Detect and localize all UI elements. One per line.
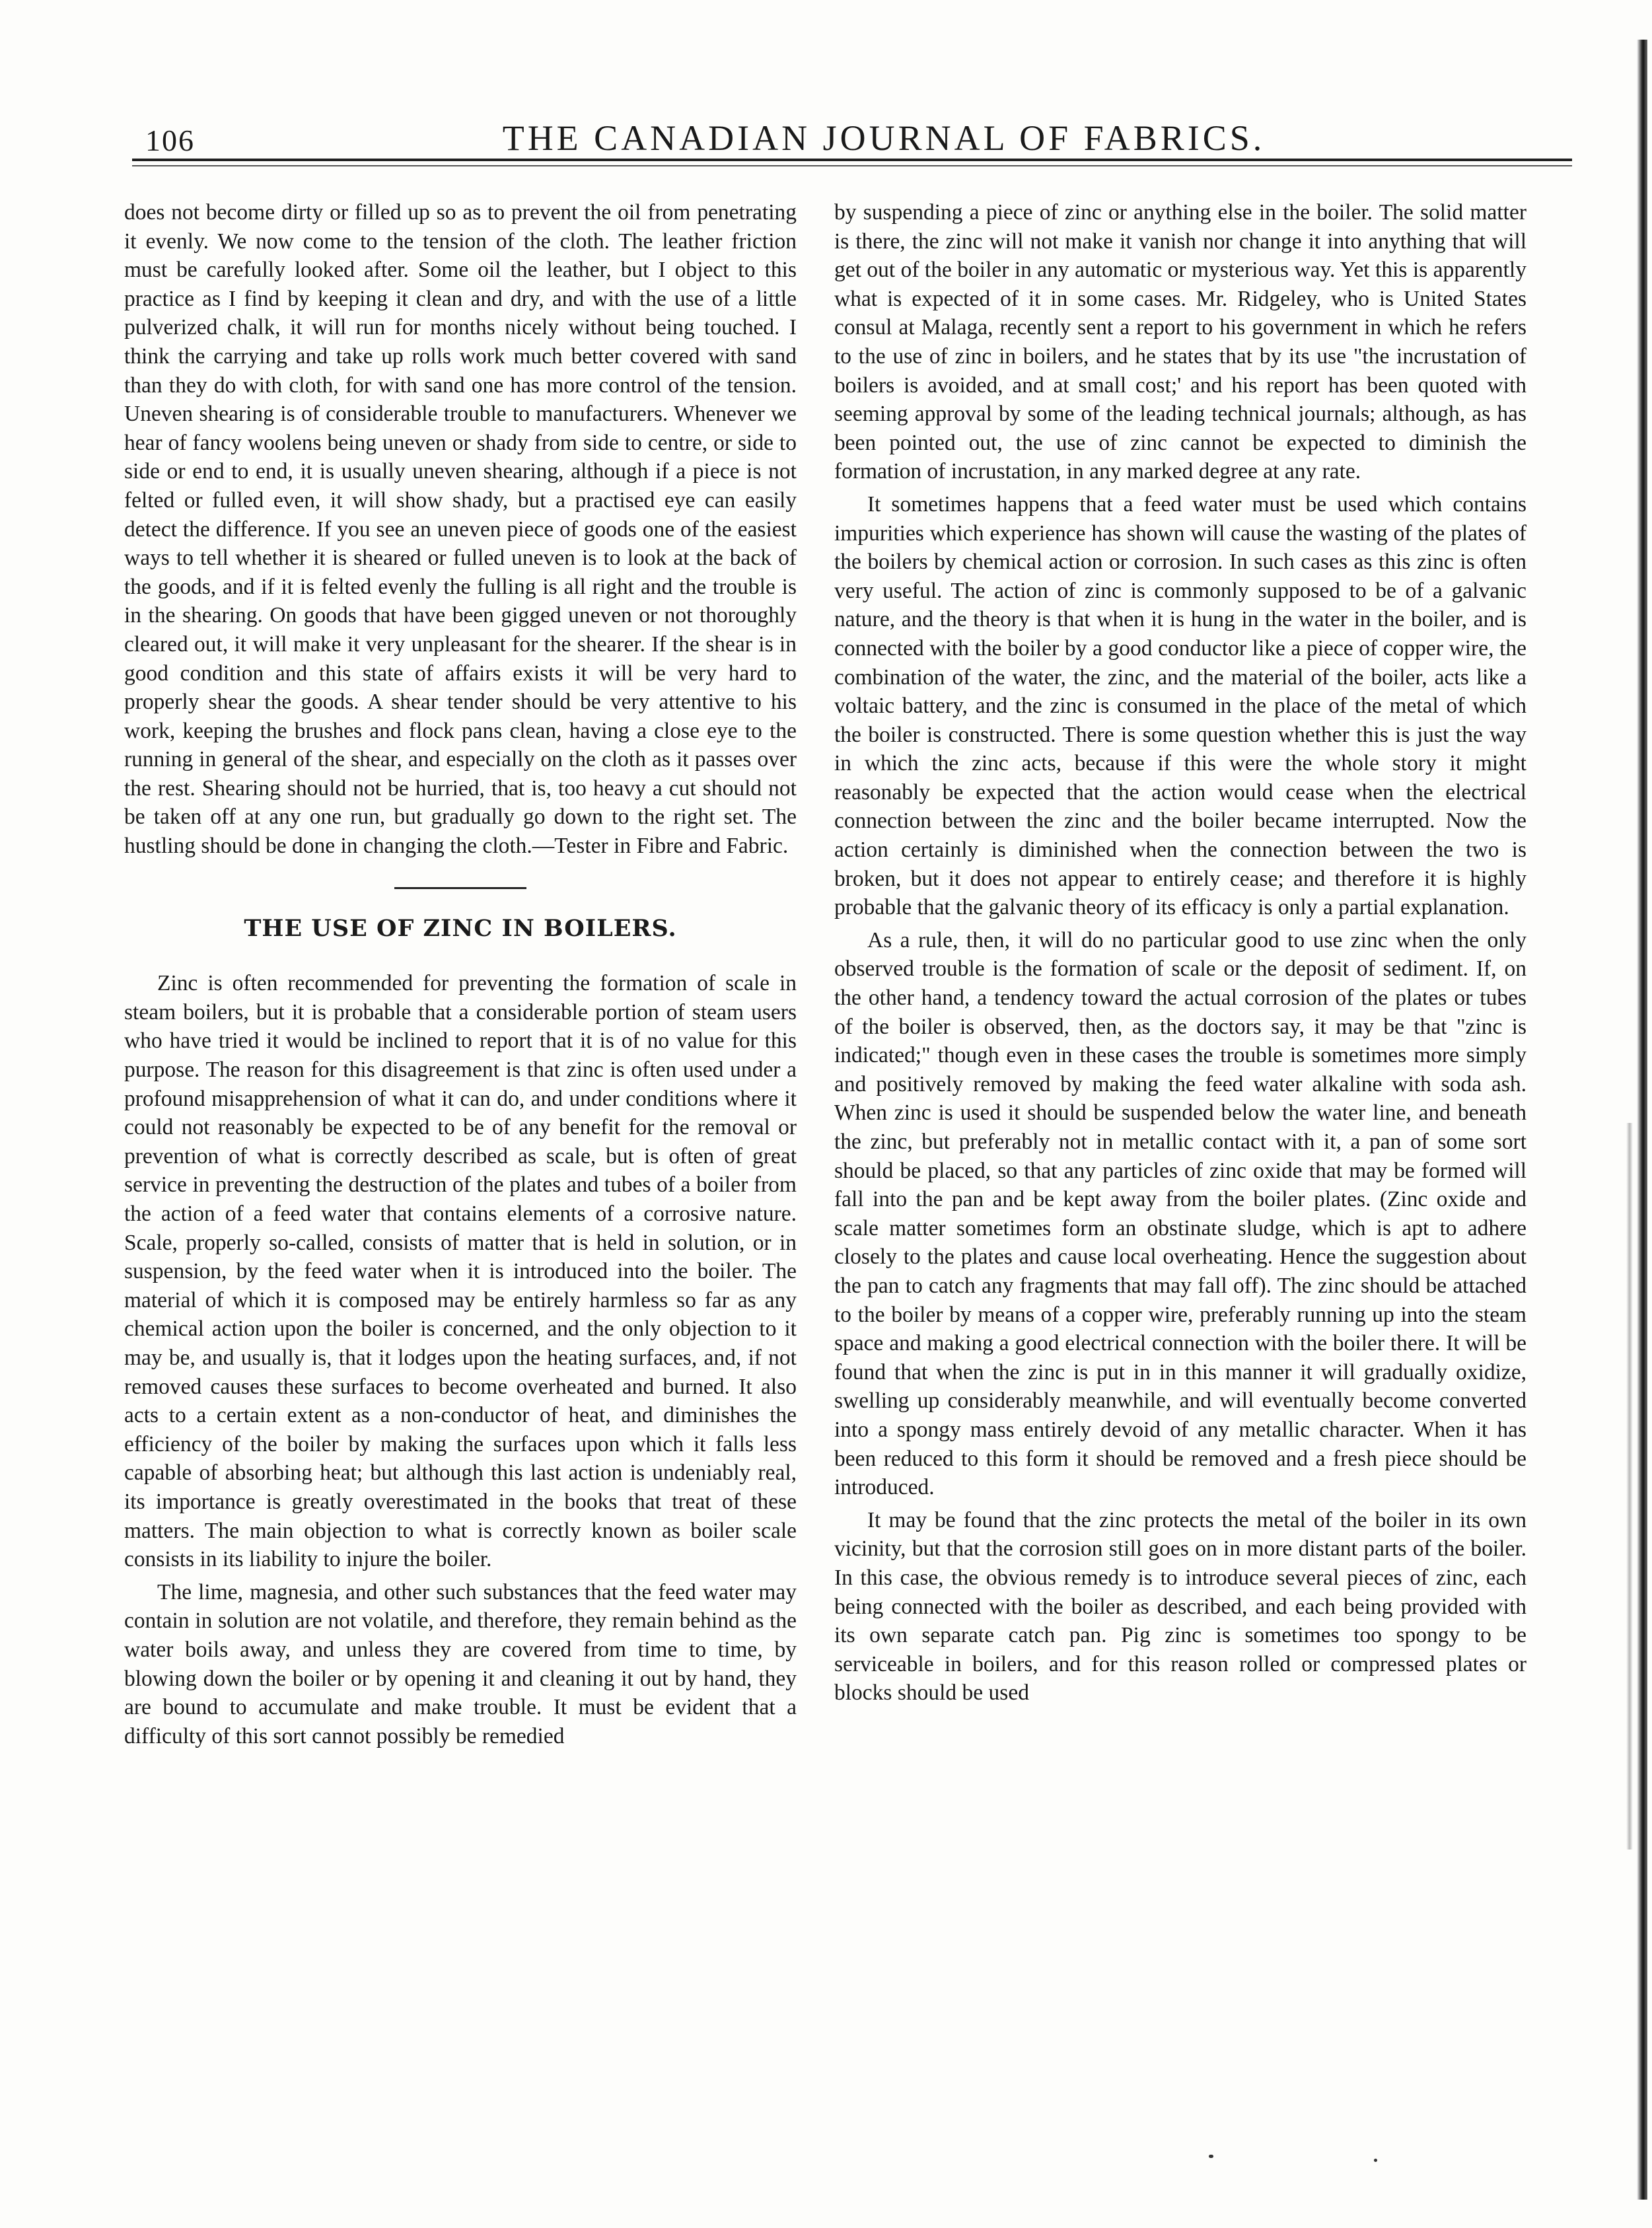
page-number: 106 [145, 124, 195, 157]
header-rule-secondary [132, 165, 1572, 166]
journal-title: THE CANADIAN JOURNAL OF FABRICS. [502, 118, 1266, 158]
binding-edge-shadow [1637, 40, 1647, 2200]
binding-edge-fade [1626, 1123, 1633, 1850]
left-column [124, 198, 797, 1754]
article-paragraph: It sometimes happens that a feed water must be used which contains impurities which experience has shown will cause the wasting of the plates of the boilers by chemical action or corrosion. In such cases as this zinc is often very useful. The action of zinc is commonly supposed to be of a galvanic nature, and the theory is that when it is hung in the water in the boiler, and is connected with the boiler by a good conductor like a piece of copper wire, the combination of the water, the zinc, and the material of the boiler, acts like a voltaic battery, and the zinc is consumed in the place of the metal of which the boiler is constructed. There is some question whether this is just the way in which the zinc acts, because if this were the whole story it might reasonably be expected that the action would cease when the electrical connection between the zinc and the boiler became interrupted. Now the action certainly is diminished when the connection between the two is broken, but it does not appear to entirely cease; and therefore it is highly probable that the galvanic theory of its efficacy is only a partial explanation. [834, 491, 1526, 920]
article-paragraph: by suspending a piece of zinc or anything else in the boiler. The solid matter is there, the zinc will not make it vanish nor change it into anything that will get out of the boiler in any automatic or mysterious way. Yet this is apparently what is expected of it in some cases. Mr. Ridgeley, who is United States consul at Malaga, recently sent a report to his government in which he refers to the use of zinc in boilers, and he states that by its use "the incrustation of boilers is avoided, and at small cost;' and his report has been quoted with seeming approval by some of the leading technical journals; although, as has been pointed out, the use of zinc cannot be expected to diminish the formation of incrustation, in any marked degree at any rate. [834, 200, 1526, 484]
article-paragraph: Zinc is often recommended for preventing the formation of scale in steam boilers, but it is probable that a considerable portion of steam users who have tried it would be inclined to report that it is of no value for this purpose. The reason for this disagreement is that zinc is often used under a profound misapprehension of what it can do, and under conditions where it could not reasonably be expected to be of any benefit for the removal or prevention of what is correctly described as scale, but is often of great service in preventing the destruction of the plates and tubes of a boiler from the action of a feed water that contains elements of a corrosive nature. Scale, properly so-called, consists of matter that is held in solution, or in suspension, by the feed water when it is introduced into the boiler. The material of which it is composed may be entirely harmless so far as any chemical action upon the boiler is concerned, and the only objection to it may be, and usually is, that it lodges upon the heating surfaces, and, if not removed causes these surfaces to become overheated and burned. It also acts to a certain extent as a non-conductor of heat, and diminishes the efficiency of the boiler by making the surfaces upon which it falls less capable of absorbing heat; but although this last action is undeniably real, its importance is greatly overestimated in the books that treat of these matters. The main objection to what is correctly known as boiler scale consists in its liability to injure the boiler. [124, 971, 797, 1572]
section-heading: THE USE OF ZINC IN BOILERS. [244, 914, 677, 942]
article-paragraph: The lime, magnesia, and other such substances that the feed water may contain in solution are not volatile, and therefore, they remain behind as the water boils away, and unless they are covered from time to time, by blowing down the boiler or by opening it and cleaning it out by hand, they are bound to accumulate and make trouble. It must be evident that a difficulty of this sort cannot possibly be remedied [124, 1579, 797, 1748]
section-divider [394, 887, 526, 889]
right-column [834, 198, 1526, 1711]
article-paragraph: It may be found that the zinc protects the metal of the boiler in its own vicinity, but that the corrosion still goes on in more distant parts of the boiler. In this case, the obvious remedy is to introduce several pieces of zinc, each being connected with the boiler as described, and each being provided with its own separate catch pan. Pig zinc is sometimes too spongy to be serviceable in boilers, and for this reason rolled or compressed plates or blocks should be used [834, 1507, 1526, 1706]
scan-speck [1374, 2159, 1377, 2162]
header-rule [132, 159, 1572, 161]
article-paragraph: As a rule, then, it will do no particular good to use zinc when the only observed trouble is the formation of scale or the deposit of sediment. If, on the other hand, a tendency toward the actual corrosion of the plates or tubes of the boiler is observed, then, as the doctors say, it may be that "zinc is indicated;" though even in these cases the trouble is sometimes more simply and positively removed by making the feed water alkaline with soda ash. When zinc is used it should be suspended below the water line, and beneath the zinc, but preferably not in metallic contact with it, a pan of some sort should be placed, so that any particles of zinc oxide that may be formed will fall into the pan and be kept away from the boiler plates. (Zinc oxide and scale matter sometimes form an obstinate sludge, which is apt to adhere closely to the plates and cause local overheating. Hence the suggestion about the pan to catch any fragments that may fall off). The zinc should be attached to the boiler by means of a copper wire, preferably running up into the steam space and making a good electrical connection with the boiler there. It will be found that when the zinc is put in in this manner it will gradually oxidize, swelling up considerably meanwhile, and will eventually become converted into a spongy mass entirely devoid of any metallic character. When it has been reduced to this form it should be removed and a fresh piece should be introduced. [834, 927, 1526, 1500]
article-continuation-paragraph: does not become dirty or filled up so as to prevent the oil from penetrating it evenly. We now come to the tension of the cloth. The leather friction must be carefully looked after. Some oil the leather, but I object to this practice as I find by keeping it clean and dry, and with the use of a little pulverized chalk, it will run for months nicely without being touched. I think the carrying and take up rolls work much better covered with sand than they do with cloth, for with sand one has more control of the tension. Uneven shearing is of considerable trouble to manufacturers. Whenever we hear of fancy woolens being uneven or shady from side to centre, or side to side or end to end, it is usually uneven shearing, although if a piece is not felted or fulled even, it will show shady, but a practised eye can easily detect the difference. If you see an uneven piece of goods one of the easiest ways to tell whether it is sheared or fulled uneven is to look at the back of the goods, and if it is felted evenly the fulling is all right and the trouble is in the shearing. On goods that have been gigged uneven or not thoroughly cleared out, it will make it very unpleasant for the shearer. If the shear is in good condition and this state of affairs exists it will be very hard to properly shear the goods. A shear tender should be very attentive to his work, keeping the brushes and flock pans clean, having a close eye to the running in general of the shear, and especially on the cloth as it passes over the rest. Shearing should not be hurried, that is, too heavy a cut should not be taken off at any one run, but gradually go down to the right set. The hustling should be done in changing the cloth.—Tester in Fibre and Fabric. [124, 200, 797, 859]
scan-speck [1209, 2155, 1213, 2158]
page-header [111, 111, 1577, 170]
